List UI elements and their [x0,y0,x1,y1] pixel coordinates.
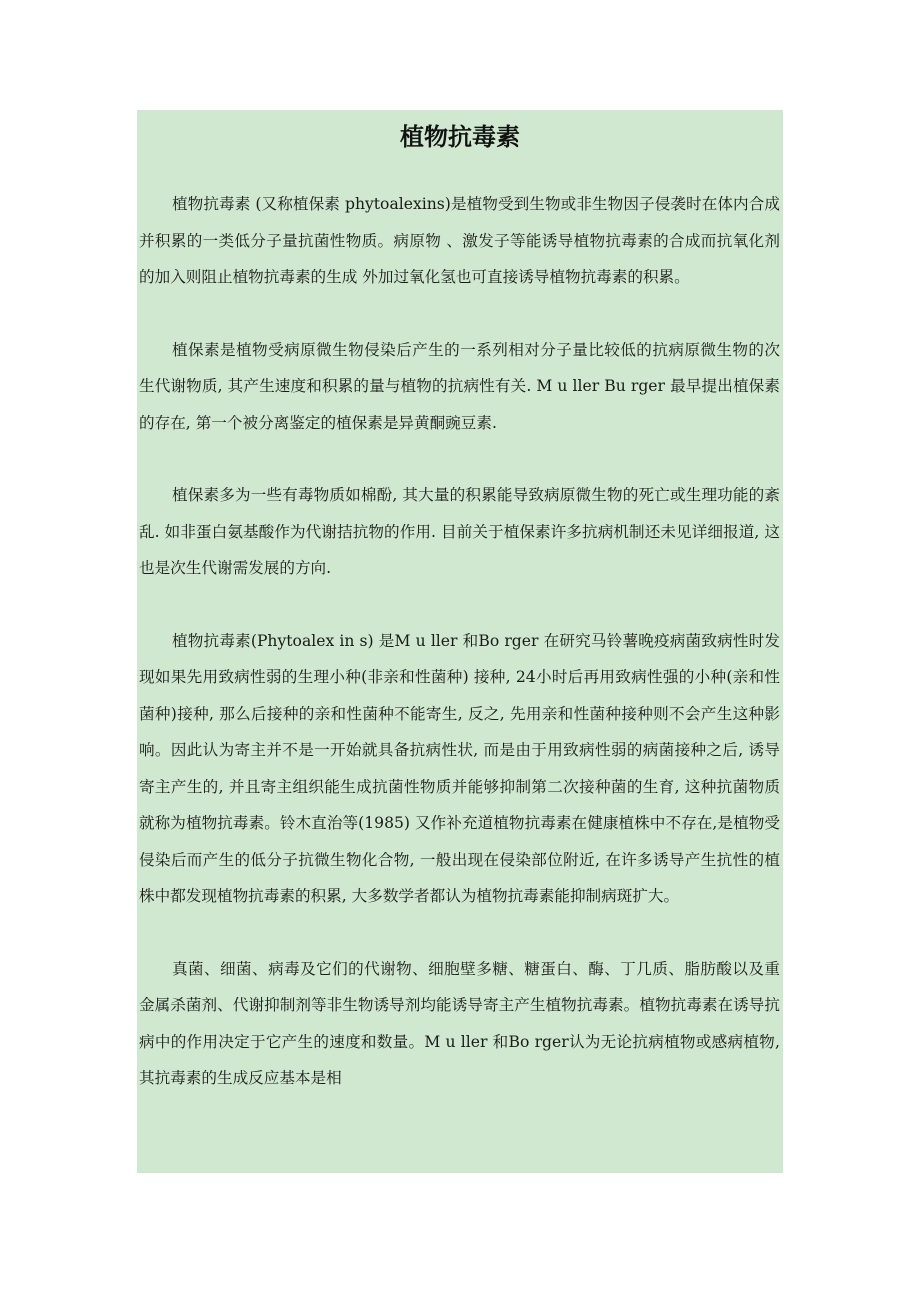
paragraph-2: 植保素是植物受病原微生物侵染后产生的一系列相对分子量比较低的抗病原微生物的次生代谢物质, 其产生速度和积累的量与植物的抗病性有关. M u ller Bu rger 最早提出植保素的存在, 第一个被分离鉴定的植保素是异黄酮豌豆素. [139,340,780,432]
paragraph-4: 植物抗毒素(Phytoalex in s) 是M u ller 和Bo rger 在研究马铃薯晚疫病菌致病性时发现如果先用致病性弱的生理小种(非亲和性菌种) 接种, 24小时后再用致病性强的小种(亲和性菌种)接种, 那么后接种的亲和性菌种不能寄生, 反之, 先用亲和性菌种接种则不会产生这种影响。因此认为寄主并不是一开始就具备抗病性状, 而是由于用致病性弱的病菌接种之后, 诱导寄主产生的, 并且寄主组织能生成抗菌性物质并能够抑制第二次接种菌的生育, 这种抗菌物质就称为植物抗毒素。铃木直治等(1985) 又作补充道植物抗毒素在健康植株中不存在,是植物受侵染后而产生的低分子抗微生物化合物, 一般出现在侵染部位附近, 在许多诱导产生抗性的植株中都发现植物抗毒素的积累, 大多数学者都认为植物抗毒素能抑制病斑扩大。 [139,631,780,905]
paragraph-spacer [137,915,783,951]
paragraph-spacer [137,587,783,623]
paragraph-5: 真菌、细菌、病毒及它们的代谢物、细胞壁多糖、糖蛋白、酶、丁几质、脂肪酸以及重金属杀菌剂、代谢抑制剂等非生物诱导剂均能诱导寄主产生植物抗毒素。植物抗毒素在诱导抗病中的作用决定于它产生的速度和数量。M u ller 和Bo rger认为无论抗病植物或感病植物, 其抗毒素的生成反应基本是相 [139,959,780,1087]
paragraph-spacer [137,441,783,477]
document-page [137,110,783,1173]
document-title: 植物抗毒素 [400,123,520,151]
paragraph-spacer [137,296,783,332]
paragraph-3: 植保素多为一些有毒物质如棉酚, 其大量的积累能导致病原微生物的死亡或生理功能的紊乱. 如非蛋白氨基酸作为代谢拮抗物的作用. 目前关于植保素许多抗病机制还未见详细报道, 这也是次生代谢需发展的方向. [139,486,780,577]
paragraph-spacer [137,164,783,186]
paragraph-1: 植物抗毒素 (又称植保素 phytoalexins)是植物受到生物或非生物因子侵袭时在体内合成并积累的一类低分子量抗菌性物质。病原物 、激发子等能诱导植物抗毒素的合成而抗氧化剂的加入则阻止植物抗毒素的生成 外加过氧化氢也可直接诱导植物抗毒素的积累。 [139,195,780,286]
